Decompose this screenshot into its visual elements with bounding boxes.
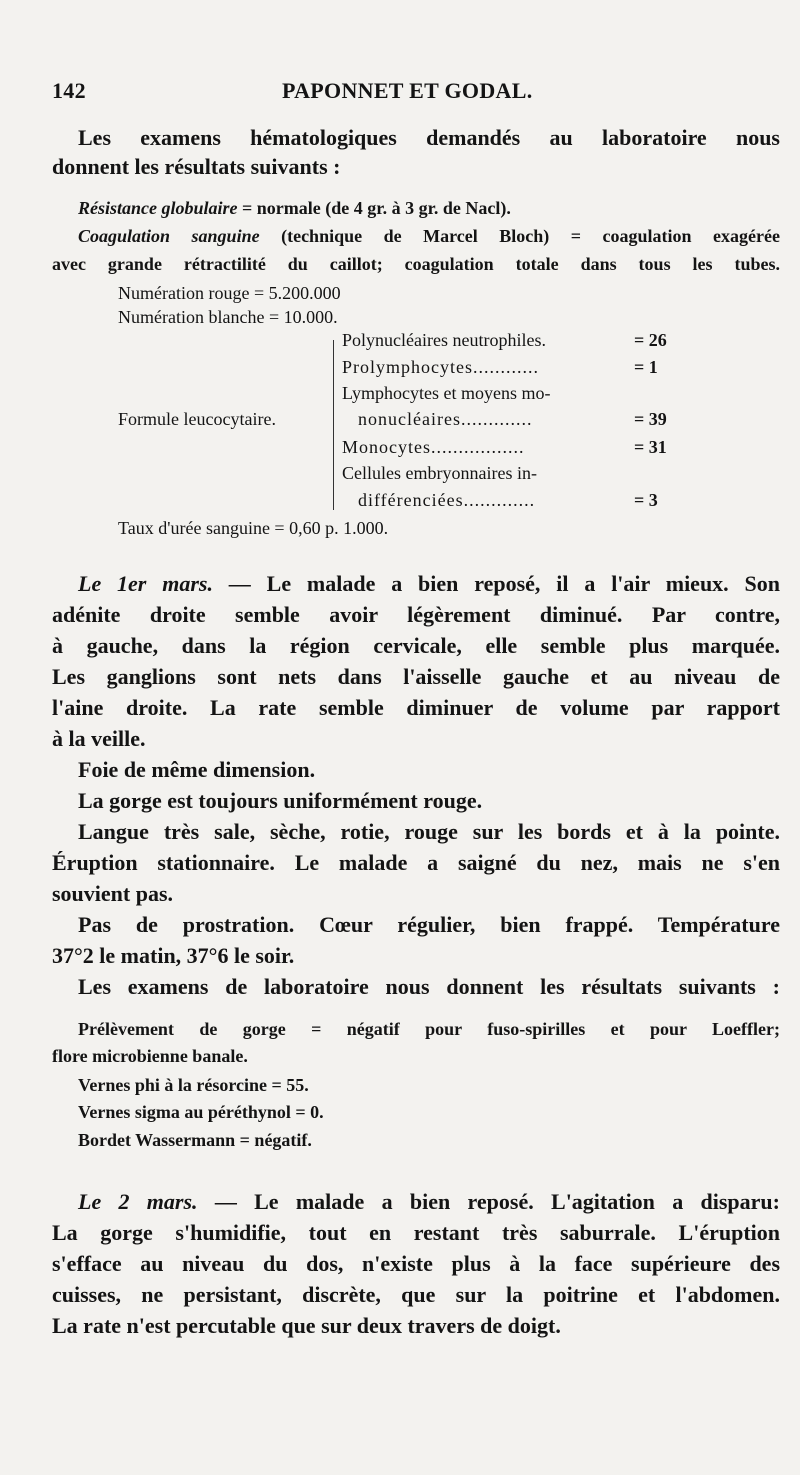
formula-text: Lymphocytes et moyens mo- — [342, 383, 551, 403]
mar1-line: Langue très sale, sèche, rotie, rouge sur les bords et à la pointe. — [78, 819, 780, 844]
mar1-date: Le 1er mars. — [78, 571, 213, 596]
formula-value: = 31 — [634, 437, 667, 457]
formula-value: = 39 — [634, 409, 667, 429]
lab2-line: Bordet Wassermann = négatif. — [78, 1130, 312, 1150]
running-title: PAPONNET ET GODAL. — [282, 78, 533, 103]
mar1-line: à gauche, dans la région cervicale, elle semble plus marquée. — [52, 633, 780, 658]
mar1-line: 37°2 le matin, 37°6 le soir. — [52, 943, 295, 968]
coagulation-value: (technique de Marcel Bloch) = coagulation exagérée — [259, 226, 781, 246]
lab2-line: flore microbienne banale. — [52, 1046, 248, 1066]
mar1-line: à la veille. — [52, 726, 146, 751]
coagulation-line-2: avec grande rétractilité du caillot; coagulation totale dans tous les tubes. — [52, 254, 780, 274]
mar2-line: La rate n'est percutable que sur deux travers de doigt. — [52, 1313, 561, 1338]
page-number: 142 — [52, 78, 86, 103]
formula-text: Polynucléaires neutrophiles. — [342, 330, 546, 350]
formula-text: différenciées............. — [358, 490, 536, 510]
formula-brace — [333, 340, 334, 510]
mar2-date: Le 2 mars. — [78, 1189, 198, 1214]
mar1-line: adénite droite semble avoir légèrement diminué. Par contre, — [52, 602, 780, 627]
numeration-rouge: Numération rouge = 5.200.000 — [118, 283, 341, 303]
uree-line: Taux d'urée sanguine = 0,60 p. 1.000. — [118, 518, 389, 538]
numeration-blanche: Numération blanche = 10.000. — [118, 307, 338, 327]
mar1-line: Les examens de laboratoire nous donnent les résultats suivants : — [78, 974, 780, 999]
mar1-line: souvient pas. — [52, 881, 174, 906]
resistance-value: = normale (de 4 gr. à 3 gr. de Nacl). — [237, 198, 511, 218]
intro-line-2: donnent les résultats suivants : — [52, 154, 341, 179]
formula-value: = 1 — [634, 357, 658, 377]
mar1-line: Les ganglions sont nets dans l'aisselle gauche et au niveau de — [52, 664, 780, 689]
mar1-line: Pas de prostration. Cœur régulier, bien frappé. Température — [78, 912, 780, 937]
coagulation-label: Coagulation sanguine — [78, 226, 260, 246]
resistance-label: Résistance globulaire — [78, 198, 238, 218]
formula-text: Monocytes................. — [342, 437, 525, 457]
formula-text: Prolymphocytes............ — [342, 357, 539, 377]
lab2-line: Prélèvement de gorge = négatif pour fuso-spirilles et pour Loeffler; — [78, 1019, 780, 1039]
intro-line-1: Les examens hématologiques demandés au laboratoire nous — [78, 125, 780, 150]
mar1-line: l'aine droite. La rate semble diminuer de volume par rapport — [52, 695, 780, 720]
mar2-line: La gorge s'humidifie, tout en restant très saburrale. L'éruption — [52, 1220, 780, 1245]
formula-value: = 26 — [634, 330, 667, 350]
mar1-line-1: Le 1er mars. — Le malade a bien reposé, il a l'air mieux. Son — [78, 571, 780, 596]
mar1-line: Foie de même dimension. — [78, 757, 316, 782]
lab2-line: Vernes sigma au péréthynol = 0. — [78, 1102, 324, 1122]
mar1-line: Éruption stationnaire. Le malade a saigné du nez, mais ne s'en — [52, 850, 780, 875]
mar1-line: La gorge est toujours uniformément rouge. — [78, 788, 483, 813]
mar2-line: s'efface au niveau du dos, n'existe plus à la face supérieure des — [52, 1251, 780, 1276]
resistance-line — [78, 195, 511, 222]
formula-text: Cellules embryonnaires in- — [342, 463, 537, 483]
formula-text: nonucléaires............. — [358, 409, 533, 429]
mar2-line-1: Le 2 mars. — Le malade a bien reposé. L'agitation a disparu: — [78, 1189, 780, 1214]
formule-label: Formule leucocytaire. — [118, 409, 276, 429]
formula-value: = 3 — [634, 490, 658, 510]
mar2-line: cuisses, ne persistant, discrète, que sur la poitrine et l'abdomen. — [52, 1282, 780, 1307]
lab2-line: Vernes phi à la résorcine = 55. — [78, 1075, 309, 1095]
coagulation-line — [78, 223, 780, 250]
